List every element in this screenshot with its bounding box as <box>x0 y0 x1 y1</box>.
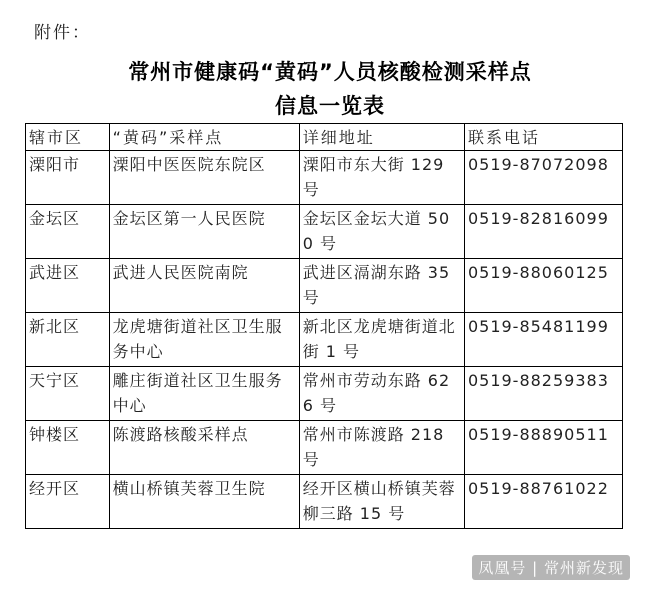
address-cell: 常州市陈渡路 218 号 <box>299 421 464 475</box>
district-cell: 钟楼区 <box>26 421 110 475</box>
table-row <box>26 151 623 205</box>
table-row <box>26 259 623 313</box>
district-cell: 金坛区 <box>26 205 110 259</box>
address-cell: 新北区龙虎塘街道北街 1 号 <box>299 313 464 367</box>
site-cell: 金坛区第一人民医院 <box>109 205 299 259</box>
district-cell: 经开区 <box>26 475 110 529</box>
table-row <box>26 421 623 475</box>
district-cell: 天宁区 <box>26 367 110 421</box>
district-cell: 武进区 <box>26 259 110 313</box>
address-cell: 常州市劳动东路 626 号 <box>299 367 464 421</box>
address-cell: 溧阳市东大街 129 号 <box>299 151 464 205</box>
site-cell: 陈渡路核酸采样点 <box>109 421 299 475</box>
column-header-site: “黄码”采样点 <box>109 124 299 151</box>
document-title: 常州市健康码“黄码”人员核酸检测采样点 <box>128 60 532 84</box>
source-watermark: 凤凰号 | 常州新发现 <box>472 555 630 580</box>
phone-cell: 0519-88761022 <box>464 475 622 529</box>
sampling-sites-table <box>25 123 623 529</box>
district-cell: 新北区 <box>26 313 110 367</box>
table-row <box>26 367 623 421</box>
column-header-district: 辖市区 <box>26 124 110 151</box>
site-cell: 雕庄街道社区卫生服务中心 <box>109 367 299 421</box>
district-cell: 溧阳市 <box>26 151 110 205</box>
column-header-phone: 联系电话 <box>464 124 622 151</box>
address-cell: 金坛区金坛大道 500 号 <box>299 205 464 259</box>
address-cell: 武进区滆湖东路 35 号 <box>299 259 464 313</box>
address-cell: 经开区横山桥镇芙蓉柳三路 15 号 <box>299 475 464 529</box>
site-cell: 溧阳中医医院东院区 <box>109 151 299 205</box>
table-header-row <box>26 124 623 151</box>
phone-cell: 0519-88060125 <box>464 259 622 313</box>
site-cell: 龙虎塘街道社区卫生服务中心 <box>109 313 299 367</box>
table-row <box>26 313 623 367</box>
phone-cell: 0519-85481199 <box>464 313 622 367</box>
table-row <box>26 205 623 259</box>
phone-cell: 0519-88259383 <box>464 367 622 421</box>
column-header-address: 详细地址 <box>299 124 464 151</box>
document-subtitle: 信息一览表 <box>275 94 385 118</box>
site-cell: 武进人民医院南院 <box>109 259 299 313</box>
site-cell: 横山桥镇芙蓉卫生院 <box>109 475 299 529</box>
phone-cell: 0519-88890511 <box>464 421 622 475</box>
phone-cell: 0519-82816099 <box>464 205 622 259</box>
attachment-label: 附件： <box>34 23 91 43</box>
table-row <box>26 475 623 529</box>
phone-cell: 0519-87072098 <box>464 151 622 205</box>
